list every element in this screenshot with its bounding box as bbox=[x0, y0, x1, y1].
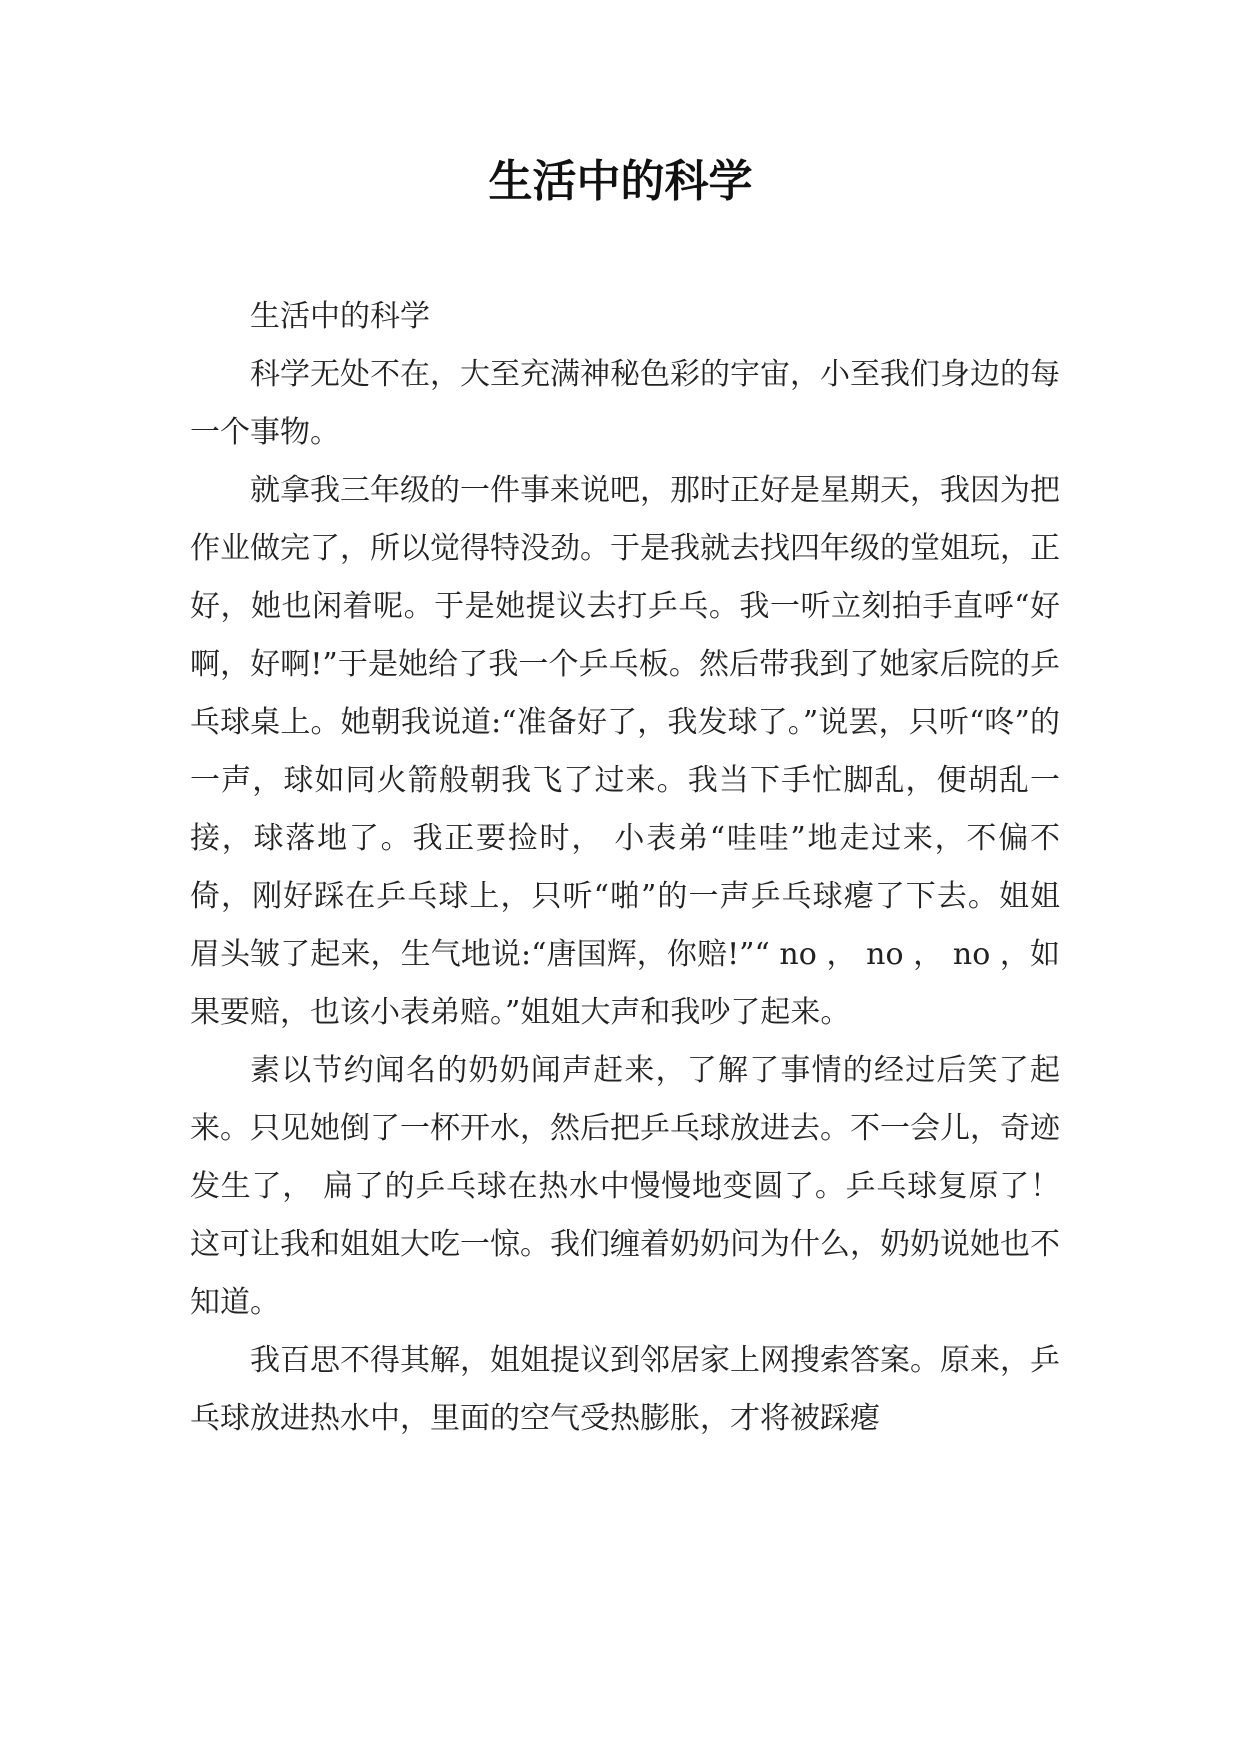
paragraph-grandma: 素以节约闻名的奶奶闻声赶来，了解了事情的经过后笑了起来。只见她倒了一杯开水，然后把乒乓球放进去。不一会儿，奇迹发生了， 扁了的乒乓球在热水中慢慢地变圆了。乒乓球复原了！这可让我和姐姐大吃一惊。我们缠着奶奶问为什么，奶奶说她也不知道。 bbox=[190, 1053, 1060, 1320]
paragraph-subtitle: 生活中的科学 bbox=[250, 299, 430, 334]
paragraph-explanation: 我百思不得其解，姐姐提议到邻居家上网搜索答案。原来，乒乓球放进热水中，里面的空气受热膨胀，才将被踩瘪 bbox=[190, 1343, 1060, 1436]
document-title: 生活中的科学 bbox=[488, 156, 753, 207]
document-body bbox=[190, 288, 1060, 1448]
paragraph-story: 就拿我三年级的一件事来说吧，那时正好是星期天，我因为把作业做完了，所以觉得特没劲。于是我就去找四年级的堂姐玩，正好，她也闲着呢。于是她提议去打乒乓。我一听立刻拍手直呼“好啊，好啊!”于是她给了我一个乒乓板。然后带我到了她家后院的乒乓球桌上。她朝我说道:“准备好了，我发球了。”说罢，只听“咚”的一声，球如同火箭般朝我飞了过来。我当下手忙脚乱，便胡乱一接，球落地了。我正要捡时， 小表弟“哇哇”地走过来，不偏不倚，刚好踩在乒乓球上，只听“啪”的一声乒乓球瘪了下去。姐姐眉头皱了起来，生气地说:“唐国辉，你赔!”“ no ， no ， no ，如果要赔，也该小表弟赔。”姐姐大声和我吵了起来。 bbox=[190, 473, 1060, 1030]
paragraph-intro: 科学无处不在，大至充满神秘色彩的宇宙，小至我们身边的每一个事物。 bbox=[190, 357, 1060, 450]
